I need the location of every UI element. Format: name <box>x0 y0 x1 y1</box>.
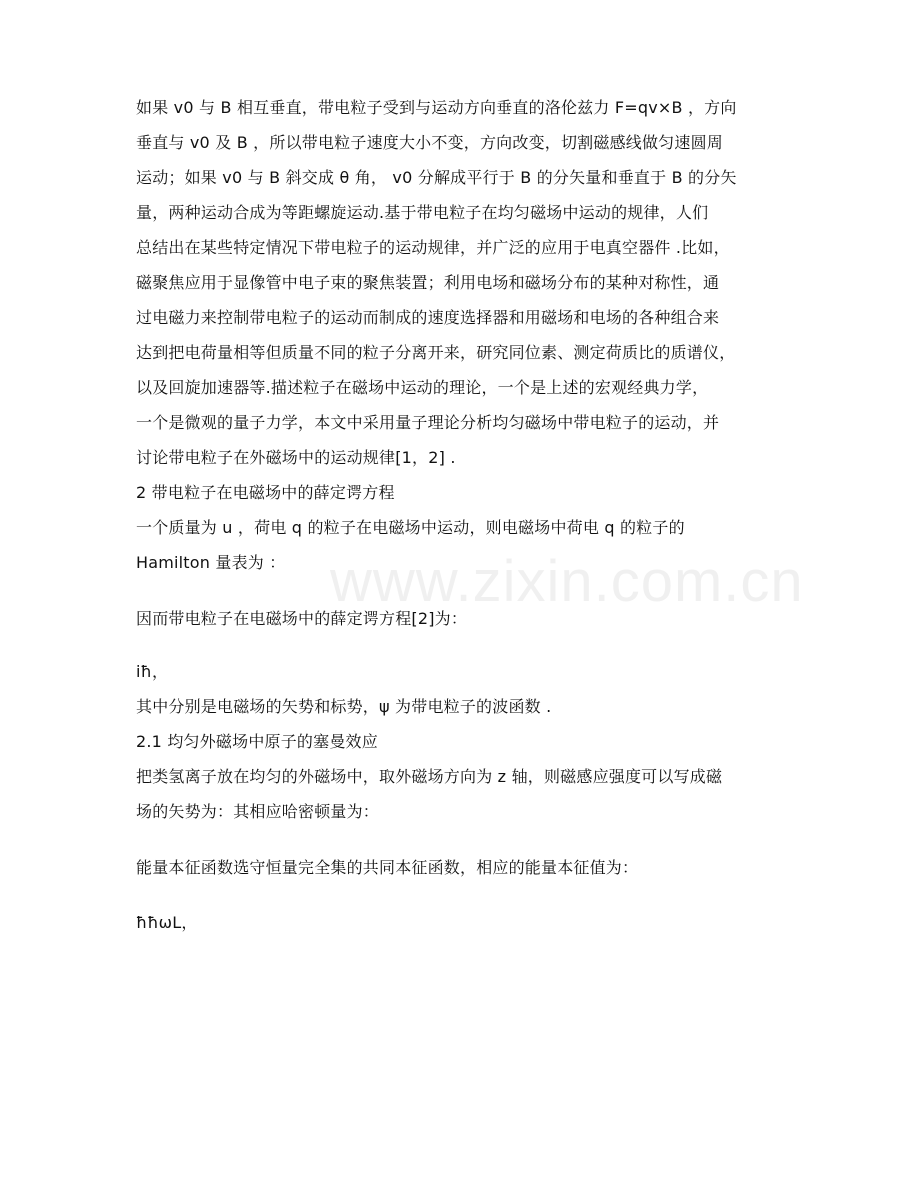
subsection-heading: 2.1 均匀外磁场中原子的塞曼效应 <box>136 732 378 751</box>
section-heading: 2 带电粒子在电磁场中的薛定谔方程 <box>136 483 395 502</box>
watermark: www.zixin.com.cn <box>330 549 804 614</box>
paragraph-line: 其中分别是电磁场的矢势和标势，ψ 为带电粒子的波函数 . <box>136 697 552 716</box>
paragraph-line: 能量本征函数选守恒量完全集的共同本征函数，相应的能量本征值为： <box>136 858 639 877</box>
paragraph-line: 量，两种运动合成为等距螺旋运动.基于带电粒子在均匀磁场中运动的规律，人们 <box>136 203 709 222</box>
paragraph-line: 讨论带电粒子在外磁场中的运动规律[1，2] . <box>136 448 456 467</box>
paragraph-line: 运动；如果 v0 与 B 斜交成 θ 角， v0 分解成平行于 B 的分矢量和垂直于 B 的分矢 <box>136 168 737 187</box>
paragraph-line: 因而带电粒子在电磁场中的薛定谔方程[2]为： <box>136 609 468 628</box>
paragraph-line: 把类氢离子放在均匀的外磁场中，取外磁场方向为 z 轴，则磁感应强度可以写成磁 <box>136 767 723 786</box>
paragraph-line: 磁聚焦应用于显像管中电子束的聚焦装置；利用电场和磁场分布的某种对称性，通 <box>136 273 720 292</box>
paragraph-line: 一个是微观的量子力学，本文中采用量子理论分析均匀磁场中带电粒子的运动，并 <box>136 413 720 432</box>
paragraph-line: 达到把电荷量相等但质量不同的粒子分离开来，研究同位素、测定荷质比的质谱仪， <box>136 343 736 362</box>
paragraph-line: 总结出在某些特定情况下带电粒子的运动规律，并广泛的应用于电真空器件 .比如， <box>136 238 730 257</box>
equation-fragment: ħħωL， <box>136 913 198 932</box>
equation-fragment: iħ， <box>136 662 169 681</box>
paragraph-line: 如果 v0 与 B 相互垂直，带电粒子受到与运动方向垂直的洛伦兹力 F=qv×B ，方向 <box>136 98 737 117</box>
paragraph-line: 以及回旋加速器等.描述粒子在磁场中运动的理论，一个是上述的宏观经典力学， <box>136 378 709 397</box>
paragraph-line: Hamilton 量表为 ： <box>136 553 286 572</box>
paragraph-line: 一个质量为 u ，荷电 q 的粒子在电磁场中运动，则电磁场中荷电 q 的粒子的 <box>136 518 685 537</box>
paragraph-line: 垂直与 v0 及 B ，所以带电粒子速度大小不变，方向改变，切割磁感线做匀速圆周 <box>136 133 723 152</box>
paragraph-line: 过电磁力来控制带电粒子的运动而制成的速度选择器和用磁场和电场的各种组合来 <box>136 308 720 327</box>
paragraph-line: 场的矢势为：其相应哈密顿量为： <box>136 802 380 821</box>
